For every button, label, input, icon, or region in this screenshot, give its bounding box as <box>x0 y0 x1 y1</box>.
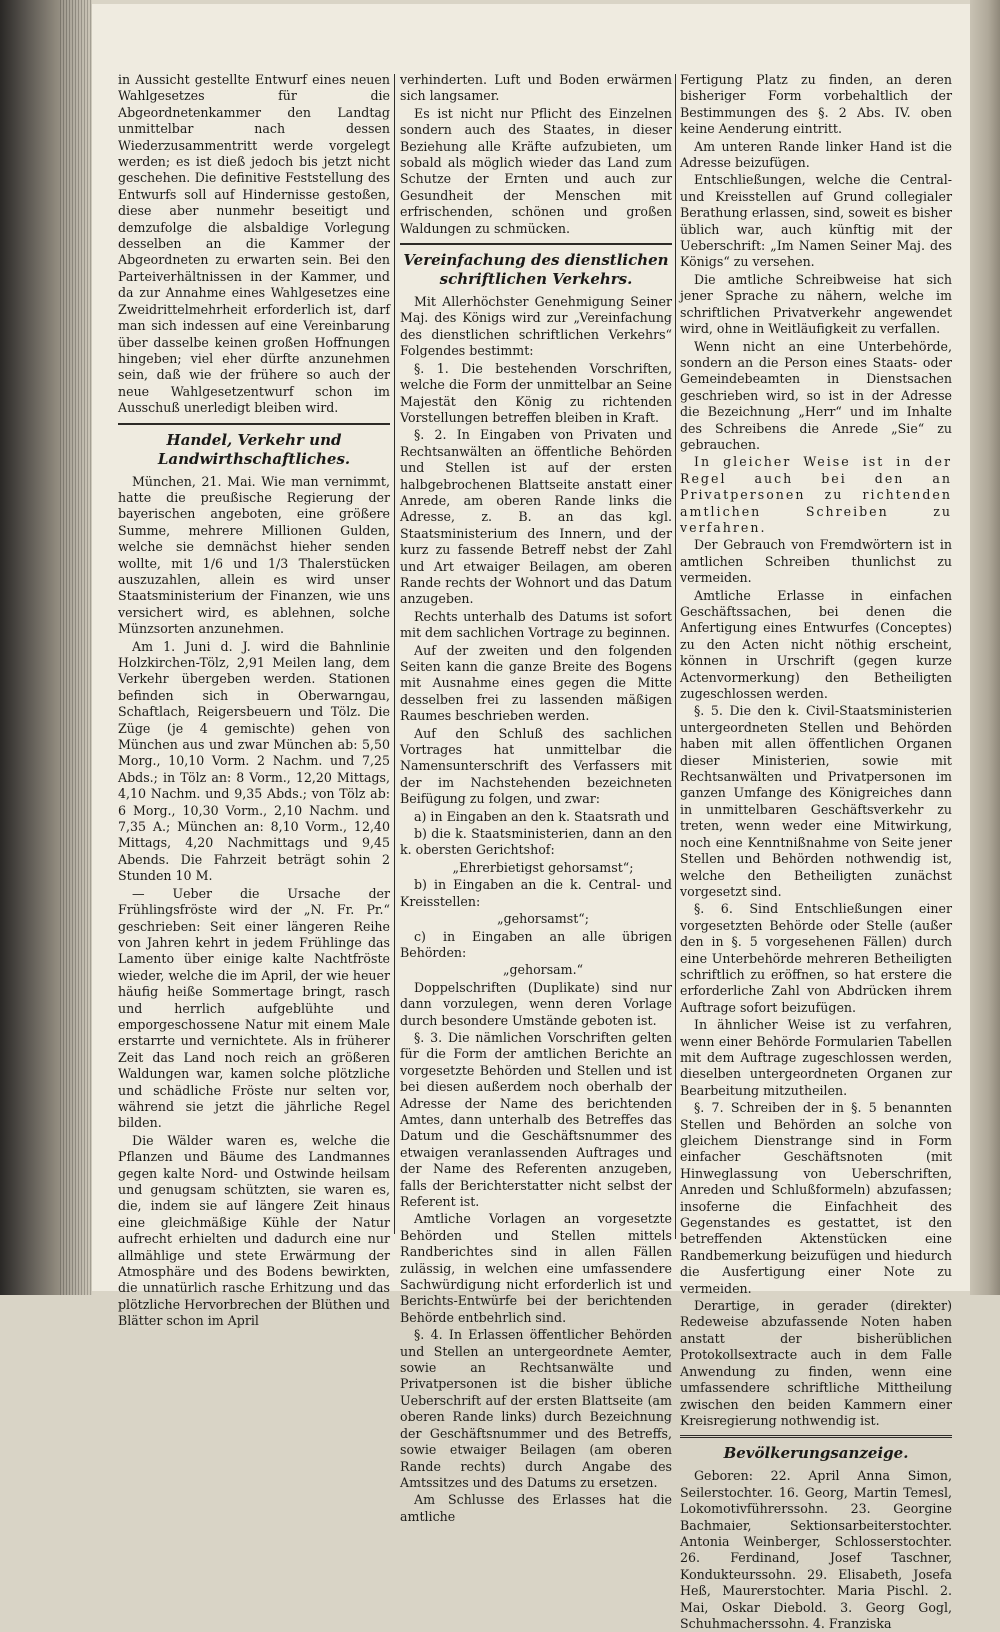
list-item: b) die k. Staatsministerien, dann an den k. obersten Gerichtshof: <box>400 826 672 858</box>
section-heading-vereinfachung: Vereinfachung des dienstlichen schriftlichen Verkehrs. <box>403 251 669 289</box>
article-paragraph: Es ist nicht nur Pflicht des Einzelnen sondern auch des Staates, in dieser Beziehung alle Kräfte aufzubieten, um sobald als möglich wieder das Land zum Schutze der Ernten und auch zur Gesundheit der Menschen mit erfrischenden, schönen und großen Waldungen zu schmücken. <box>400 105 672 236</box>
article-paragraph: Fertigung Platz zu finden, an deren bisheriger Form vorbehaltlich der Bestimmungen des §. 2 Abs. IV. oben keine Aenderung eintritt. <box>680 72 952 137</box>
article-paragraph: Derartige, in gerader (direkter) Redeweise abzufassende Noten haben anstatt der bisherüblichen Protokollsextracte auch in dem Falle Anwendung zu finden, wenn eine umfassendere schriftliche Mittheilung zwischen den beiden Kammern einer Kreisregierung nothwendig ist. <box>680 1298 952 1428</box>
article-paragraph: Doppelschriften (Duplikate) sind nur dann vorzulegen, wenn deren Vorlage durch besondere Umstände geboten ist. <box>400 979 672 1028</box>
right-page-edge <box>970 0 1000 1295</box>
article-paragraph: Wenn nicht an eine Unterbehörde, sondern an die Person eines Staats- oder Gemeindebeamten in Dienstsachen geschrieben wird, so ist in der Adresse die Bezeichnung „Herr“ und im Inhalte des Schreibens die Anrede „Sie“ zu gebrauchen. <box>680 338 952 452</box>
section-heading-handel: Handel, Verkehr und Landwirthschaftliches. <box>157 430 351 468</box>
list-item: b) in Eingaben an die k. Central- und Kreisstellen: <box>400 877 672 909</box>
column-3 <box>680 72 952 1631</box>
article-paragraph: Am Schlusse des Erlasses hat die amtliche <box>400 1492 672 1524</box>
section-rule <box>118 423 390 425</box>
article-paragraph: Am unteren Rande linker Hand ist die Adresse beizufügen. <box>680 138 952 171</box>
section-rule <box>680 1435 952 1438</box>
list-item: a) in Eingaben an den k. Staatsrath und <box>414 808 670 824</box>
article-paragraph: Die amtliche Schreibweise hat sich jener Sprache zu nähern, welche im schriftlichen Privatverkehr angewendet wird, ohne in Weitläufigkeit zu verfallen. <box>680 271 952 337</box>
spine-page-edges <box>60 0 92 1295</box>
section-heading-bevoelkerung: Bevölkerungsanzeige. <box>723 1444 909 1463</box>
article-paragraph: §. 3. Die nämlichen Vorschriften gelten für die Form der amtlichen Berichte an vorgesetzte Behörden und Stellen und ist bei diesen außerdem noch oberhalb der Adresse der Name des berichtenden Amtes, dann unterhalb des Betreffes das Datum und die Geschäftsnummer des etwaigen veranlassenden Auftrages und der Name des Referenten anzugeben, falls der Berichterstatter nicht selbst der Referent ist. <box>400 1029 672 1209</box>
list-item: „Ehrerbietigst gehorsamst“; <box>452 859 634 875</box>
column-1 <box>118 72 390 1329</box>
article-paragraph: München, 21. Mai. Wie man vernimmt, hatte die preußische Regierung der bayerischen angeboten, eine größere Summe, mehrere Millionen Gulden, welche sie demnächst hieher senden wollte, mit 1/6 und 1/3 Thalerstücken auszuzahlen, allein es wird unser Staatsministerium der Finanzen, wie uns versichert wird, es ablehnen, solche Münzsorten anzunehmen. <box>118 473 390 637</box>
article-paragraph: Auf den Schluß des sachlichen Vortrages hat unmittelbar die Namensunterschrift des Verfassers mit der im Nachstehenden bezeichneten Beifügung zu folgen, und zwar: <box>400 725 672 807</box>
article-paragraph: Auf der zweiten und den folgenden Seiten kann die ganze Breite des Bogens mit Ausnahme eines gegen die Mitte desselben frei zu lassenden mäßigen Raumes beschrieben werden. <box>400 642 672 724</box>
section-rule <box>400 243 672 245</box>
list-item: „gehorsam.“ <box>502 962 584 978</box>
article-paragraph: §. 2. In Eingaben von Privaten und Rechtsanwälten an öffentliche Behörden und Stellen ist auf der ersten halbgebrochenen Blattseite anstatt einer Anrede, am oberen Rande links die Adresse, z. B. an das kgl. Staatsministerium des Innern, und der kurz zu fassende Betreff nebst der Zahl und Art etwaiger Beilagen, am oberen Rande rechts der Wohnort und das Datum anzugeben. <box>400 427 672 607</box>
article-paragraph: Mit Allerhöchster Genehmigung Seiner Maj. des Königs wird zur „Vereinfachung des dienstlichen schriftlichen Verkehrs“ Folgendes bestimmt: <box>400 294 672 359</box>
article-paragraph: §. 1. Die bestehenden Vorschriften, welche die Form der unmittelbar an Seine Majestät den König zu richtenden Vorstellungen betreffen bleiben in Kraft. <box>400 360 672 425</box>
article-paragraph: Entschließungen, welche die Central- und Kreisstellen auf Grund collegialer Berathung erlassen, sind, soweit es bisher üblich war, auch künftig mit der Ueberschrift: „Im Namen Seiner Maj. des Königs“ zu versehen. <box>680 172 952 270</box>
article-paragraph: §. 7. Schreiben der in §. 5 benannten Stellen und Behörden an solche von gleichem Dienstrange sind in Form einfacher Geschäftsnoten (mit Hinweglassung von Ueberschriften, Anreden und Schlußformeln) abzufassen; insoferne die Einfachheit des Gegenstandes es gestattet, ist den betreffenden Aktenstücken eine Randbemerkung beizufügen und hiedurch die Ausfertigung einer Note zu vermeiden. <box>680 1100 952 1296</box>
article-paragraph: §. 5. Die den k. Civil-Staatsministerien untergeordneten Stellen und Behörden haben mit allen öffentlichen Organen dieser Ministerien, sowie mit Rechtsanwälten und Privatpersonen im ganzen Umfange des Königreiches dann in unmittelbaren Geschäftsverkehr zu treten, wenn weder eine Mitwirkung, noch eine Kenntnißnahme von Seite jener Stellen und Behörden nothwendig ist, welche den Betheiligten zunächst vorgesetzt sind. <box>680 703 952 899</box>
list-item: „gehorsamst“; <box>497 911 589 927</box>
article-paragraph: Amtliche Vorlagen an vorgesetzte Behörden und Stellen mittels Randberichtes sind in allen Fällen zulässig, in welchen eine umfassendere Sachwürdigung nicht erforderlich ist und Berichts-Entwürfe bei der berichtenden Behörde entbehrlich sind. <box>400 1211 672 1325</box>
article-paragraph: §. 4. In Erlassen öffentlicher Behörden und Stellen an untergeordnete Aemter, sowie an Rechtsanwälte und Privatpersonen ist die bisher übliche Ueberschrift auf der ersten Blattseite (am oberen Rande links) durch Bezeichnung der Geschäftsnummer und des Betreffs, sowie etwaiger Beilagen (am oberen Rande rechts) durch Angabe des Amtssitzes und des Datums zu ersetzen. <box>400 1327 672 1490</box>
article-paragraph: Der Gebrauch von Fremdwörtern ist in amtlichen Schreiben thunlichst zu vermeiden. <box>680 537 952 586</box>
article-paragraph: §. 6. Sind Entschließungen einer vorgesetzten Behörde oder Stelle (außer den in §. 5 vorgesehenen Fällen) durch eine Unterbehörde mehreren Betheiligten schriftlich zu eröffnen, so hat erstere die erforderliche Zahl von Abdrücken ihrem Auftrage sofort beizufügen. <box>680 901 952 1015</box>
article-paragraph: In gleicher Weise ist in der Regel auch bei den an Privatpersonen zu richtenden amtlichen Schreiben zu verfahren. <box>680 454 952 535</box>
article-paragraph: Geboren: 22. April Anna Simon, Seilerstochter. 16. Georg, Martin Temesl, Lokomotivführerssohn. 23. Georgine Bachmaier, Sektionsarbeiterstochter. Antonia Weinberger, Schlosserstochter. 26. Ferdinand, Josef Taschner, Kondukteurssohn. 29. Elisabeth, Josefa Heß, Maurerstochter. Maria Pischl. 2. Mai, Oskar Diebold. 3. Georg Gogl, Schuhmacherssohn. 4. Franziska <box>680 1468 952 1631</box>
article-paragraph: Amtliche Erlasse in einfachen Geschäftssachen, bei denen die Anfertigung eines Entwurfes (Conceptes) zu den Acten nicht nöthig erscheint, können in Urschrift (gegen kurze Actenvormerkung) den Betheiligten zugeschlossen werden. <box>680 587 952 702</box>
list-item: c) in Eingaben an alle übrigen Behörden: <box>400 928 672 960</box>
article-paragraph: in Aussicht gestellte Entwurf eines neuen Wahlgesetzes für die Abgeordnetenkammer den Landtag unmittelbar nach dessen Wiederzusammentritt werde vorgelegt werden; es ist dieß jedoch bis jetzt nicht geschehen. Die definitive Feststellung des Entwurfs soll auf Hindernisse gestoßen, diese aber nunmehr beseitigt und demzufolge die alsbaldige Vorlegung desselben an die Kammer der Abgeordneten zu erwarten sein. Bei den Parteiverhältnissen in der Kammer, und da zur Annahme eines Wahlgesetzes eine Zweidrittelmehrheit erforderlich ist, darf man sich indessen auf eine Vereinbarung über dasselbe keinen großen Hoffnungen hingeben; viel eher dürfte anzunehmen sein, daß wie der frühere so auch der neue Wahlgesetzentwurf schon im Ausschuß unerledigt bleiben wird. <box>118 72 390 416</box>
article-paragraph: Rechts unterhalb des Datums ist sofort mit dem sachlichen Vortrage zu beginnen. <box>400 608 672 641</box>
article-paragraph: verhinderten. Luft und Boden erwärmen sich langsamer. <box>400 72 672 104</box>
article-paragraph: Die Wälder waren es, welche die Pflanzen und Bäume des Landmannes gegen kalte Nord- und Ostwinde heilsam und genugsam schützten, sie waren es, die, indem sie auf längere Zeit hinaus eine gleichmäßige Kühle der Natur aufrecht erhielten und dadurch eine nur allmählige und stete Erwärmung der Atmosphäre und des Bodens bewirkten, die unnatürlich rasche Erhitzung und das plötzliche Hervorbrechen der Blüthen und Blätter schon im April <box>118 1132 390 1329</box>
column-2 <box>400 72 672 1524</box>
article-paragraph: Am 1. Juni d. J. wird die Bahnlinie Holzkirchen-Tölz, 2,91 Meilen lang, dem Verkehr übergeben werden. Stationen befinden sich in Oberwarngau, Schaftlach, Reigersbeuern und Tölz. Die Züge (je 4 gemischte) gehen von München aus und zwar München ab: 5,50 Morg., 10,10 Vorm. 2 Nachm. und 7,25 Abds.; in Tölz an: 8 Vorm., 12,20 Mittags, 4,10 Nachm. und 9,35 Abds.; von Tölz ab: 6 Morg., 10,30 Vorm., 2,10 Nachm. und 7,35 A.; München an: 8,10 Vorm., 12,40 Mittags, 4,20 Nachmittags und 9,45 Abends. Die Fahrzeit beträgt sohin 2 Stunden 10 M. <box>118 638 390 884</box>
article-paragraph: In ähnlicher Weise ist zu verfahren, wenn einer Behörde Formularien Tabellen mit dem Auftrage zugeschlossen werden, dieselben untergeordneten Organen zur Bearbeitung mitzutheilen. <box>680 1017 952 1098</box>
article-paragraph: — Ueber die Ursache der Frühlingsfröste wird der „N. Fr. Pr.“ geschrieben: Seit einer längeren Reihe von Jahren kehrt in jedem Frühlinge das Lamento über einige kalte Nachtfröste wieder, welche die im April, der wie heuer häufig heiße Sommertage bringt, rasch und herrlich aufgeblühte und emporgeschossene Natur mit einem Male erstarrte und vernichtete. Als in früherer Zeit das Land noch reich an größeren Waldungen war, kamen solche plötzliche und schädliche Fröste nur selten vor, während sie jetzt die jährliche Regel bilden. <box>118 885 390 1131</box>
column-rule-2 <box>675 74 676 1239</box>
column-rule-1 <box>394 74 395 1234</box>
